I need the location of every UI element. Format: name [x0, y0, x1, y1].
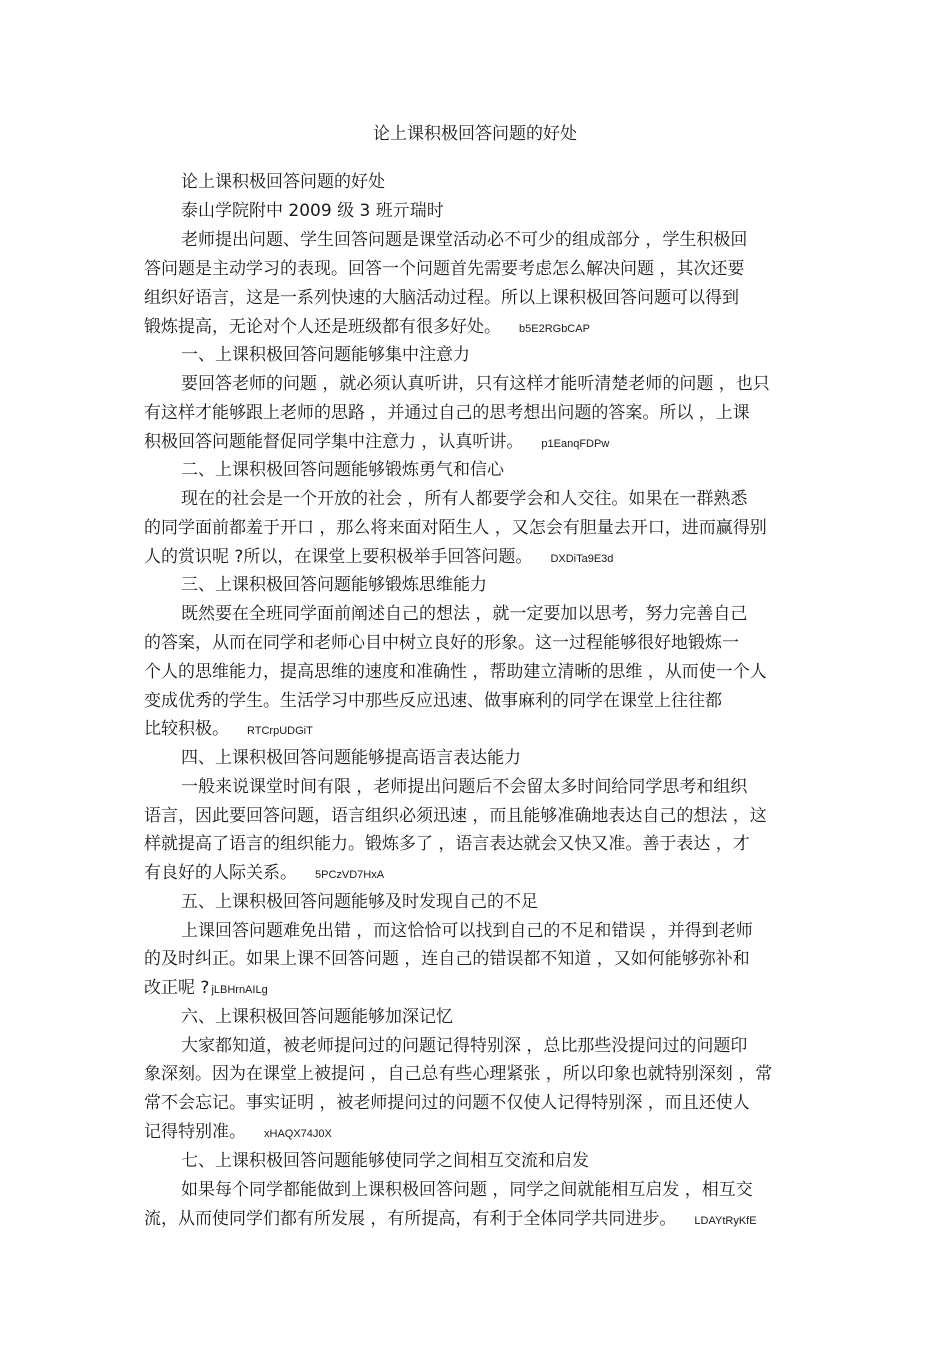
paragraph-line: 现在的社会是一个开放的社会 ，所有人都要学会和人交往。如果在一群熟悉 [181, 489, 748, 509]
section-heading: 五、上课积极回答问题能够及时发现自己的不足 [181, 892, 538, 912]
section-heading: 七、上课积极回答问题能够使同学之间相互交流和启发 [181, 1151, 589, 1171]
paragraph-text: 有良好的人际关系。 [144, 863, 297, 883]
section-heading: 一、上课积极回答问题能够集中注意力 [181, 345, 470, 365]
reference-code: b5E2RGbCAP [519, 323, 590, 335]
paragraph-line: 个人的思维能力，提高思维的速度和准确性 ，帮助建立清晰的思维 ，从而使一个人 [144, 662, 767, 682]
paragraph-text: 记得特别准。 [144, 1122, 246, 1142]
paragraph-line: 要回答老师的问题 ，就必须认真听讲，只有这样才能听清楚老师的问题 ，也只 [181, 374, 770, 394]
reference-code: jLBHrnAILg [211, 984, 268, 996]
paragraph-line: 上课回答问题难免出错 ，而这恰恰可以找到自己的不足和错误 ，并得到老师 [181, 921, 753, 941]
paragraph-line: 既然要在全班同学面前阐述自己的想法 ，就一定要加以思考，努力完善自己 [181, 604, 748, 624]
section-heading: 六、上课积极回答问题能够加深记忆 [181, 1007, 453, 1027]
reference-code: p1EanqFDPw [541, 438, 610, 450]
paragraph-line [144, 861, 384, 887]
paragraph-line: 一般来说课堂时间有限 ，老师提出问题后不会留太多时间给同学思考和组织 [181, 777, 748, 797]
reference-code: LDAYtRyKfE [694, 1215, 757, 1227]
paragraph-line: 组织好语言，这是一系列快速的大脑活动过程。所以上课积极回答问题可以得到 [144, 288, 739, 308]
paragraph-line [144, 1207, 757, 1233]
paragraph-line: 的答案，从而在同学和老师心目中树立良好的形象。这一过程能够很好地锻炼一 [144, 633, 739, 653]
paragraph-line: 如果每个同学都能做到上课积极回答问题 ，同学之间就能相互启发 ，相互交 [181, 1180, 753, 1200]
paragraph-line: 变成优秀的学生。生活学习中那些反应迅速、做事麻利的同学在课堂上往往都 [144, 691, 722, 711]
paragraph-line [144, 717, 313, 743]
paragraph-text: 流，从而使同学们都有所发展 ，有所提高，有利于全体同学共同进步。 [144, 1209, 677, 1229]
paragraph-text: 人的赏识呢 ?所以，在课堂上要积极举手回答问题。 [144, 547, 533, 567]
section-heading: 二、上课积极回答问题能够锻炼勇气和信心 [181, 460, 504, 480]
reference-code: 5PCzVD7HxA [315, 869, 385, 881]
reference-code: RTCrpUDGiT [247, 725, 313, 737]
paragraph-line: 老师提出问题、学生回答问题是课堂活动必不可少的组成部分 ，学生积极回 [181, 230, 748, 250]
paragraph-line [144, 545, 613, 571]
paragraph-line [144, 976, 268, 1002]
paragraph-line: 有这样才能够跟上老师的思路 ，并通过自己的思考想出问题的答案。所以 ，上课 [144, 403, 750, 423]
paragraph-line: 大家都知道，被老师提问过的问题记得特别深 ，总比那些没提问过的问题印 [181, 1036, 748, 1056]
paragraph-line: 答问题是主动学习的表现。回答一个问题首先需要考虑怎么解决问题 ，其次还要 [144, 259, 745, 279]
author-line: 泰山学院附中 2009 级 3 班亓瑞时 [181, 201, 444, 221]
paragraph-text: 比较积极。 [144, 719, 229, 739]
document-title: 论上课积极回答问题的好处 [373, 124, 577, 144]
paragraph-line: 象深刻。因为在课堂上被提问 ，自己总有些心理紧张 ，所以印象也就特别深刻 ，常 [144, 1064, 773, 1084]
paragraph-line: 样就提高了语言的组织能力。锻炼多了 ，语言表达就会又快又准。善于表达 ，才 [144, 834, 750, 854]
paragraph-line [144, 315, 590, 341]
paragraph-line: 的同学面前都羞于开口 ，那么将来面对陌生人 ，又怎会有胆量去开口，进而赢得别 [144, 518, 767, 538]
paragraph-line [144, 430, 609, 456]
paragraph-line: 的及时纠正。如果上课不回答问题 ，连自己的错误都不知道 ，又如何能够弥补和 [144, 949, 750, 969]
paragraph-line [144, 1120, 332, 1146]
reference-code: xHAQX74J0X [264, 1128, 332, 1140]
document-subtitle: 论上课积极回答问题的好处 [181, 172, 385, 192]
paragraph-text: 积极回答问题能督促同学集中注意力 ，认真听讲。 [144, 432, 524, 452]
section-heading: 三、上课积极回答问题能够锻炼思维能力 [181, 575, 487, 595]
section-heading: 四、上课积极回答问题能够提高语言表达能力 [181, 748, 521, 768]
reference-code: DXDiTa9E3d [550, 553, 614, 565]
paragraph-text: 锻炼提高，无论对个人还是班级都有很多好处。 [144, 317, 501, 337]
paragraph-text: 改正呢 ? [144, 978, 210, 998]
paragraph-line: 语言，因此要回答问题，语言组织必须迅速 ，而且能够准确地表达自己的想法 ，这 [144, 806, 767, 826]
paragraph-line: 常不会忘记。事实证明 ，被老师提问过的问题不仅使人记得特别深 ，而且还使人 [144, 1093, 750, 1113]
